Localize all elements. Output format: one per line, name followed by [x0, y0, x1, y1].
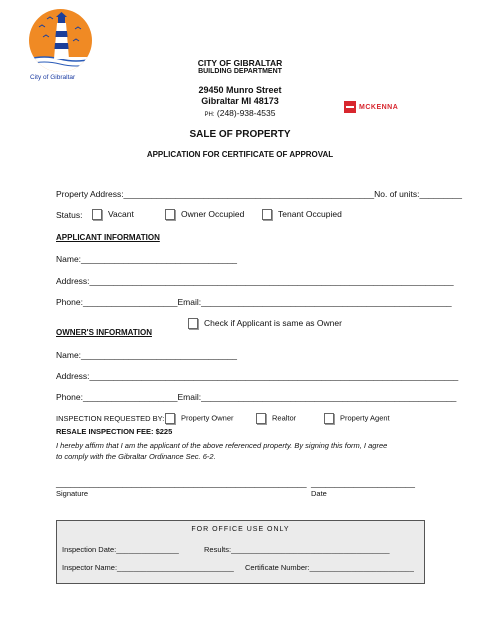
- inspection-agent-option[interactable]: [324, 413, 390, 424]
- affirmation-line-1: I hereby affirm that I am the applicant of the above referenced property. By signing this form, I agree: [56, 441, 388, 450]
- city-name: CITY OF GIBRALTAR: [197, 58, 283, 68]
- property-owner-label: Property Owner: [181, 413, 234, 423]
- certificate-number-field[interactable]: Certificate Number:_________________________: [245, 563, 414, 572]
- tenant-occupied-label: Tenant Occupied: [278, 209, 342, 219]
- mckenna-logo: [344, 101, 398, 113]
- logo-caption: City of Gibraltar: [30, 74, 76, 81]
- city-state-zip: Gibraltar MI 48173: [201, 96, 279, 106]
- status-vacant-option[interactable]: [92, 209, 134, 220]
- dept-name: BUILDING DEPARTMENT: [198, 68, 282, 75]
- mckenna-mark-icon: [344, 101, 356, 113]
- same-as-owner-label: Check if Applicant is same as Owner: [204, 318, 342, 328]
- realtor-label: Realtor: [272, 413, 297, 423]
- owner-occupied-label: Owner Occupied: [181, 209, 245, 219]
- inspection-label: INSPECTION REQUESTED BY:: [56, 414, 165, 423]
- tenant-occupied-checkbox[interactable]: [262, 209, 272, 220]
- owner-heading: OWNER'S INFORMATION: [56, 328, 152, 337]
- phone-line: [0, 108, 480, 118]
- property-agent-label: Property Agent: [340, 413, 390, 423]
- property-address-field[interactable]: Property Address:_____________________________________________________No. of units:_________: [56, 189, 463, 199]
- same-as-owner-checkbox[interactable]: [188, 318, 198, 329]
- property-agent-checkbox[interactable]: [324, 413, 334, 424]
- applicant-phone-email-field[interactable]: Phone:____________________Email:_____________________________________________________: [56, 297, 452, 307]
- signature-field[interactable]: _____________________________________________________: [56, 478, 307, 488]
- form-title: SALE OF PROPERTY: [189, 129, 291, 140]
- inspection-fee: RESALE INSPECTION FEE: $225: [56, 427, 173, 436]
- applicant-name-field[interactable]: Name:_________________________________: [56, 254, 238, 264]
- realtor-checkbox[interactable]: [256, 413, 266, 424]
- street-address: 29450 Munro Street: [198, 85, 282, 95]
- affirmation-line-2: to comply with the Gibraltar Ordinance Sec. 6-2.: [56, 452, 216, 461]
- status-owner-option[interactable]: [165, 209, 244, 220]
- applicant-heading: APPLICANT INFORMATION: [56, 233, 160, 242]
- phone-prefix: PH:: [204, 112, 215, 118]
- owner-phone-email-field[interactable]: Phone:____________________Email:______________________________________________________: [56, 392, 457, 402]
- vacant-checkbox[interactable]: [92, 209, 102, 220]
- owner-occupied-checkbox[interactable]: [165, 209, 175, 220]
- same-as-owner-option[interactable]: [188, 318, 342, 329]
- signature-label: Signature: [56, 489, 89, 498]
- office-use-heading: FOR OFFICE USE ONLY: [191, 526, 290, 533]
- results-field[interactable]: Results:______________________________________: [204, 545, 390, 554]
- date-label: Date: [311, 489, 327, 498]
- owner-address-field[interactable]: Address:______________________________________________________________________________: [56, 371, 459, 381]
- owner-name-field[interactable]: Name:_________________________________: [56, 350, 238, 360]
- mckenna-text: MCKENNA: [359, 103, 399, 111]
- inspection-owner-option[interactable]: [165, 413, 234, 424]
- property-owner-checkbox[interactable]: [165, 413, 175, 424]
- date-field[interactable]: ______________________: [311, 478, 416, 488]
- status-tenant-option[interactable]: [262, 209, 342, 220]
- phone-number: (248)-938-4535: [216, 108, 276, 118]
- form-subtitle: APPLICATION FOR CERTIFICATE OF APPROVAL: [146, 150, 334, 159]
- office-use-box: [56, 520, 425, 584]
- inspector-name-field[interactable]: Inspector Name:____________________________: [62, 563, 234, 572]
- inspection-realtor-option[interactable]: [256, 413, 296, 424]
- vacant-label: Vacant: [108, 209, 134, 219]
- status-label: Status:: [56, 210, 83, 220]
- applicant-address-field[interactable]: Address:_____________________________________________________________________________: [56, 276, 454, 286]
- inspection-date-field[interactable]: Inspection Date:_______________: [62, 545, 179, 554]
